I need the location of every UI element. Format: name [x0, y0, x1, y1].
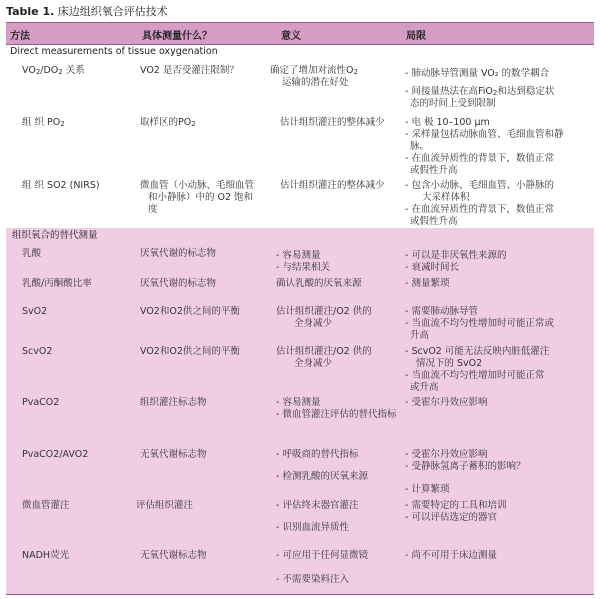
row-scvo2-limit-3: - 当血流不均匀性增加时可能正常	[405, 370, 545, 381]
row-pvaco2-avo2-question: 无氧代谢标志物	[140, 449, 207, 460]
row-pvaco2-limit: - 受霍尔丹效应影响	[405, 397, 488, 408]
row-tissue-so2-limit-2: 大采样体积	[422, 192, 470, 203]
row-tissue-po2-limit-4: - 在血流异质性的背景下，数值正常	[405, 153, 554, 164]
row-vo2do2-limit-2: - 间接量热法在高FiO$_2$和达到稳定状	[405, 86, 555, 97]
row-svo2-limit-1: - 需要肺动脉导管	[405, 306, 478, 317]
header-method: 方法	[10, 31, 30, 42]
row-vo2do2-meaning-2: 运输的潜在好处	[282, 77, 349, 88]
row-pvaco2-avo2-meaning-2: - 检测乳酸的厌氧来源	[276, 471, 368, 482]
row-tissue-po2-limit-5: 或假性升高	[410, 165, 458, 176]
row-tissue-so2-question-1: 微血管（小动脉、毛细血管	[140, 180, 255, 191]
row-pvaco2-question: 组织灌注标志物	[140, 397, 207, 408]
row-tissue-po2-limit-2: - 采样量包括动脉血管、毛细血管和静	[405, 129, 564, 140]
row-microvascular-limit-1: - 需要特定的工具和培训	[405, 500, 507, 511]
row-microvascular-question: 评估组织灌注	[136, 500, 194, 511]
row-nadh-meaning-1: - 可应用于任何显微镜	[276, 550, 368, 561]
row-scvo2-meaning-2: 全身减少	[294, 358, 333, 369]
row-microvascular-meaning-1: - 评估终末器官灌注	[276, 500, 359, 511]
header-question: 具体测量什么？	[142, 31, 212, 42]
row-lactate-limit-1: - 可以是非厌氧性来源的	[405, 250, 507, 261]
row-scvo2-meaning-1: 估计组织灌注/O2 供的	[276, 346, 372, 357]
section-surrogate-title: 组织氧合的替代测量	[12, 230, 98, 241]
row-nadh-meaning-2: - 不需要染料注入	[276, 574, 349, 585]
header-meaning: 意义	[281, 31, 301, 42]
row-tissue-po2-question: 取样区的$PO_2$	[140, 117, 196, 128]
row-pvaco2-method: PvaCO2	[22, 397, 60, 408]
row-microvascular-method: 微血管灌注	[22, 500, 70, 511]
row-tissue-so2-question-3: 度	[148, 204, 158, 215]
row-tissue-so2-meaning: 估计组织灌注的整体减少	[280, 180, 385, 191]
row-lactate-meaning-1: - 容易测量	[276, 250, 321, 261]
row-lactate-meaning-2: - 与结果相关	[276, 262, 330, 273]
row-pvaco2-avo2-method: PvaCO2/AVO2	[22, 449, 89, 460]
row-svo2-limit-3: 升高	[410, 330, 430, 341]
row-vo2do2-method: $VO_2/DO_2$ 关系	[22, 65, 85, 76]
row-pvaco2-meaning-2: - 微血管灌注评估的替代指标	[276, 409, 397, 420]
row-svo2-meaning-1: 估计组织灌注/O2 供的	[276, 306, 372, 317]
row-pvaco2-avo2-meaning-1: - 呼吸商的替代指标	[276, 449, 359, 460]
row-vo2do2-question: VO2 是否受灌注限制？	[140, 65, 239, 76]
row-microvascular-limit-2: - 可以评估选定的器官	[405, 512, 497, 523]
row-lactate-pyruvate-meaning: 确认乳酸的厌氧来源	[276, 278, 362, 289]
row-scvo2-question: VO2和O2供之间的平衡	[140, 346, 240, 357]
row-lactate-pyruvate-question: 厌氧代谢的标志物	[140, 278, 217, 289]
row-vo2do2-limit-1: - 肺动脉导管测量 VO₂ 的数学耦合	[405, 68, 550, 79]
row-svo2-method: SvO2	[22, 306, 48, 317]
row-lactate-limit-2: - 衰减时间长	[405, 262, 459, 273]
row-tissue-po2-limit-1: - 电 极 10–100 μm	[405, 117, 490, 128]
row-svo2-meaning-2: 全身减少	[294, 318, 333, 329]
row-lactate-method: 乳酸	[22, 248, 42, 259]
table-header	[6, 22, 594, 45]
row-vo2do2-meaning-1: 确定了增加对流性$O_2$	[270, 65, 358, 76]
row-tissue-po2-limit-3: 脉。	[410, 141, 430, 152]
row-tissue-po2-meaning: 估计组织灌注的整体减少	[280, 117, 385, 128]
row-tissue-so2-limit-3: - 在血流异质性的背景下，数值正常	[405, 204, 554, 215]
row-pvaco2-avo2-limit-2: - 受静脉氢离子蓄积的影响？	[405, 461, 526, 472]
table-bottom-rule	[6, 594, 594, 595]
row-tissue-so2-method: 组 织 SO2 (NIRS)	[22, 180, 100, 191]
table-caption: Table 1. 床边组织氧合评估技术	[6, 5, 168, 18]
row-microvascular-meaning-2: - 识别血流异质性	[276, 522, 349, 533]
row-pvaco2-avo2-limit-1: - 受霍尔丹效应影响	[405, 449, 488, 460]
row-tissue-po2-method: 组 织 $PO_2$	[22, 117, 65, 128]
row-lactate-pyruvate-limit: - 测量繁琐	[405, 278, 450, 289]
row-scvo2-limit-4: 或升高	[410, 382, 439, 393]
row-pvaco2-meaning-1: - 容易测量	[276, 397, 321, 408]
row-nadh-method: NADH荧光	[22, 550, 70, 561]
row-pvaco2-avo2-limit-3: - 计算繁琐	[405, 484, 450, 495]
row-svo2-limit-2: - 当血流不均匀性增加时可能正常或	[405, 318, 554, 329]
header-limit: 局限	[406, 31, 426, 42]
row-tissue-so2-limit-4: 或假性升高	[410, 216, 458, 227]
row-tissue-so2-limit-1: - 包含小动脉、毛细血管、小静脉的	[405, 180, 554, 191]
row-tissue-so2-question-2: 和小静脉）中的 O2 饱和	[148, 192, 254, 203]
row-lactate-pyruvate-method: 乳酸/丙酮酸比率	[22, 278, 92, 289]
row-nadh-limit: - 尚不可用于床边测量	[405, 550, 497, 561]
row-lactate-question: 厌氧代谢的标志物	[140, 248, 217, 259]
row-svo2-question: VO2和O2供之间的平衡	[140, 306, 240, 317]
row-scvo2-limit-1: - ScvO2 可能无法反映内脏低灌注	[405, 346, 550, 357]
row-nadh-question: 无氧代谢标志物	[140, 550, 207, 561]
section-direct-title: Direct measurements of tissue oxygenation	[10, 46, 218, 57]
row-scvo2-method: ScvO2	[22, 346, 53, 357]
row-scvo2-limit-2: 情况下的 SvO2	[416, 358, 483, 369]
row-vo2do2-limit-3: 态的时间上受到限制	[410, 98, 496, 109]
